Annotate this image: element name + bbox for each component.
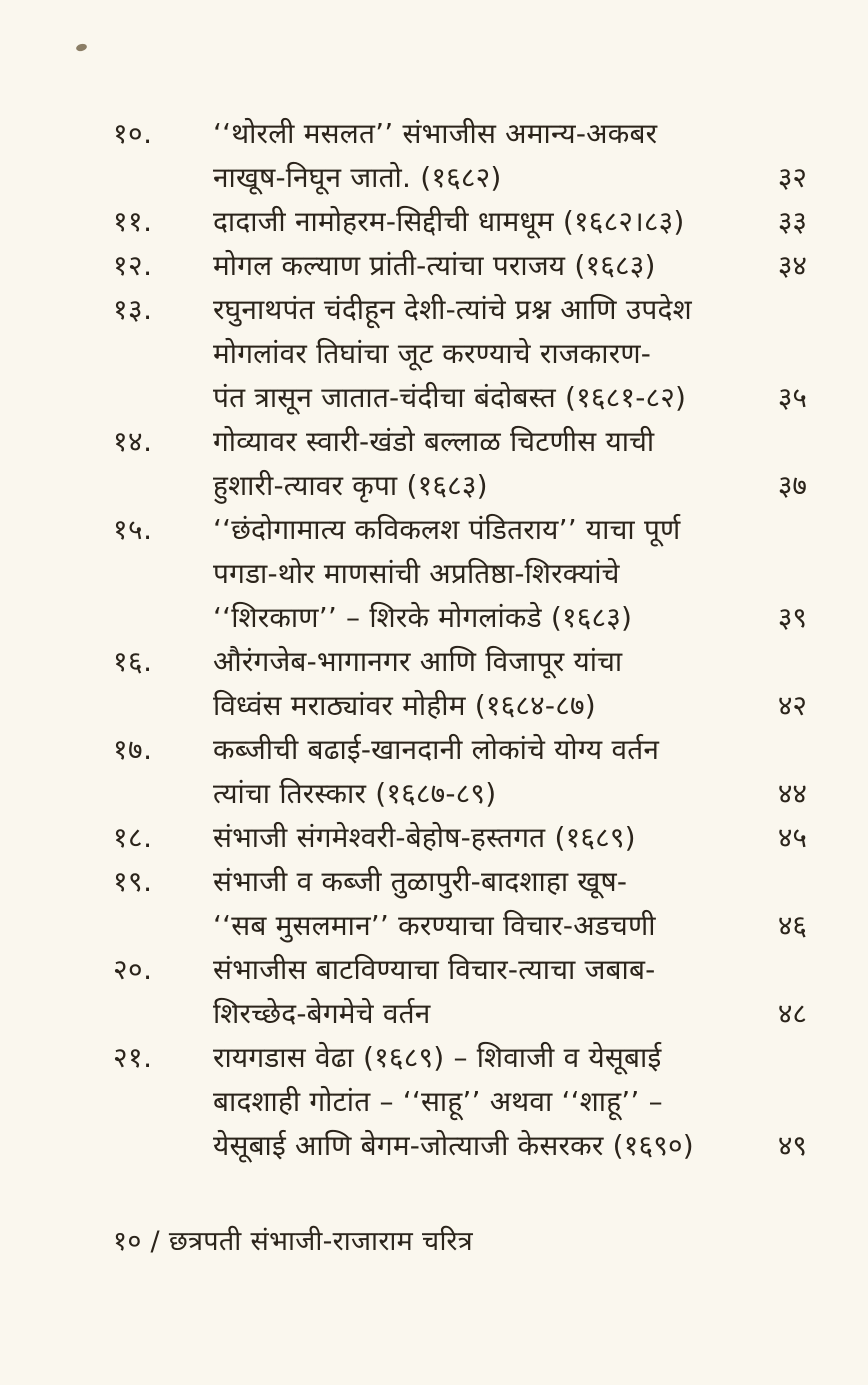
entry-line: पंत त्रासून जातात-चंदीचा बंदोबस्त (१६८१-८२) bbox=[213, 381, 687, 414]
entry-number: १६. bbox=[113, 645, 153, 678]
entry-line: विध्वंस मराठ्यांवर मोहीम (१६८४-८७) bbox=[213, 689, 596, 722]
entry-page: ३२ bbox=[777, 161, 807, 194]
entry-lines bbox=[213, 640, 751, 728]
entry-lines bbox=[213, 508, 751, 640]
entry-page: ३४ bbox=[777, 249, 807, 282]
entry-lines bbox=[213, 244, 751, 288]
entry-number: १०. bbox=[113, 117, 153, 150]
entry-lines bbox=[213, 728, 751, 816]
entry-line: कब्जीची बढाई-खानदानी लोकांचे योग्य वर्तन bbox=[213, 733, 660, 766]
entry-line: ‘‘छंदोगामात्य कविकलश पंडितराय’’ याचा पूर्ण bbox=[213, 513, 681, 546]
entry-page: ४४ bbox=[777, 777, 807, 810]
entry-line: रायगडास वेढा (१६८९) – शिवाजी व येसूबाई bbox=[213, 1041, 662, 1074]
toc-entry bbox=[113, 948, 807, 1036]
entry-number: ११. bbox=[113, 205, 153, 238]
entry-page: ४२ bbox=[777, 689, 807, 722]
toc-entry bbox=[113, 288, 807, 420]
entry-line: नाखूष-निघून जातो. (१६८२) bbox=[213, 161, 502, 194]
entry-line: मोगलांवर तिघांचा जूट करण्याचे राजकारण- bbox=[213, 337, 652, 370]
paper-speck bbox=[75, 43, 87, 53]
entry-lines bbox=[213, 860, 751, 948]
entry-number: १३. bbox=[113, 293, 153, 326]
entry-number: २१. bbox=[113, 1041, 153, 1074]
toc-entry bbox=[113, 728, 807, 816]
entry-page: ४८ bbox=[777, 997, 807, 1030]
entry-lines bbox=[213, 948, 751, 1036]
entry-line: ‘‘सब मुसलमान’’ करण्याचा विचार-अडचणी bbox=[213, 909, 656, 942]
entry-lines bbox=[213, 112, 751, 200]
entry-line: दादाजी नामोहरम-सिद्दीची धामधूम (१६८२।८३) bbox=[213, 205, 685, 238]
toc-entry bbox=[113, 200, 807, 244]
toc-entry bbox=[113, 508, 807, 640]
entry-line: हुशारी-त्यावर कृपा (१६८३) bbox=[213, 469, 488, 502]
entry-page: ३९ bbox=[777, 601, 807, 634]
toc-list bbox=[113, 112, 807, 1168]
entry-page: ४६ bbox=[777, 909, 807, 942]
toc-entry bbox=[113, 640, 807, 728]
toc-entry bbox=[113, 1036, 807, 1168]
entry-number: २०. bbox=[113, 953, 153, 986]
entry-line: बादशाही गोटांत – ‘‘साहू’’ अथवा ‘‘शाहू’’ – bbox=[213, 1085, 663, 1118]
entry-page: ३३ bbox=[777, 205, 807, 238]
entry-lines bbox=[213, 1036, 751, 1168]
toc-entry bbox=[113, 244, 807, 288]
entry-line: रघुनाथपंत चंदीहून देशी-त्यांचे प्रश्न आणि उपदेश bbox=[213, 293, 692, 326]
entry-line: गोव्यावर स्वारी-खंडो बल्लाळ चिटणीस याची bbox=[213, 425, 655, 458]
entry-number: १५. bbox=[113, 513, 153, 546]
entry-page: ३५ bbox=[777, 381, 807, 414]
entry-line: संभाजी व कब्जी तुळापुरी-बादशाहा खूष- bbox=[213, 865, 628, 898]
entry-page: ४९ bbox=[777, 1129, 807, 1162]
entry-line: येसूबाई आणि बेगम-जोत्याजी केसरकर (१६९०) bbox=[213, 1129, 694, 1162]
entry-line: त्यांचा तिरस्कार (१६८७-८९) bbox=[213, 777, 497, 810]
entry-line: औरंगजेब-भागानगर आणि विजापूर यांचा bbox=[213, 645, 623, 678]
toc-entry bbox=[113, 420, 807, 508]
entry-number: १७. bbox=[113, 733, 153, 766]
entry-line: पगडा-थोर माणसांची अप्रतिष्ठा-शिरक्यांचे bbox=[213, 557, 620, 590]
entry-number: १४. bbox=[113, 425, 153, 458]
entry-number: १८. bbox=[113, 821, 153, 854]
entry-line: मोगल कल्याण प्रांती-त्यांचा पराजय (१६८३) bbox=[213, 249, 656, 282]
entry-line: ‘‘शिरकाण’’ – शिरके मोगलांकडे (१६८३) bbox=[213, 601, 633, 634]
page-footer: १० / छत्रपती संभाजी-राजाराम चरित्र bbox=[113, 1226, 473, 1257]
entry-page: ४५ bbox=[777, 821, 807, 854]
toc-entry bbox=[113, 816, 807, 860]
entry-number: १९. bbox=[113, 865, 153, 898]
entry-line: ‘‘थोरली मसलत’’ संभाजीस अमान्य-अकबर bbox=[213, 117, 658, 150]
entry-line: संभाजीस बाटविण्याचा विचार-त्याचा जबाब- bbox=[213, 953, 656, 986]
entry-lines bbox=[213, 288, 751, 420]
entry-lines bbox=[213, 200, 751, 244]
toc-entry bbox=[113, 112, 807, 200]
entry-lines bbox=[213, 420, 751, 508]
entry-line: संभाजी संगमेश्वरी-बेहोष-हस्तगत (१६८९) bbox=[213, 821, 636, 854]
toc-entry bbox=[113, 860, 807, 948]
entry-page: ३७ bbox=[777, 469, 807, 502]
entry-line: शिरच्छेद-बेगमेचे वर्तन bbox=[213, 997, 431, 1030]
entry-number: १२. bbox=[113, 249, 153, 282]
entry-lines bbox=[213, 816, 751, 860]
